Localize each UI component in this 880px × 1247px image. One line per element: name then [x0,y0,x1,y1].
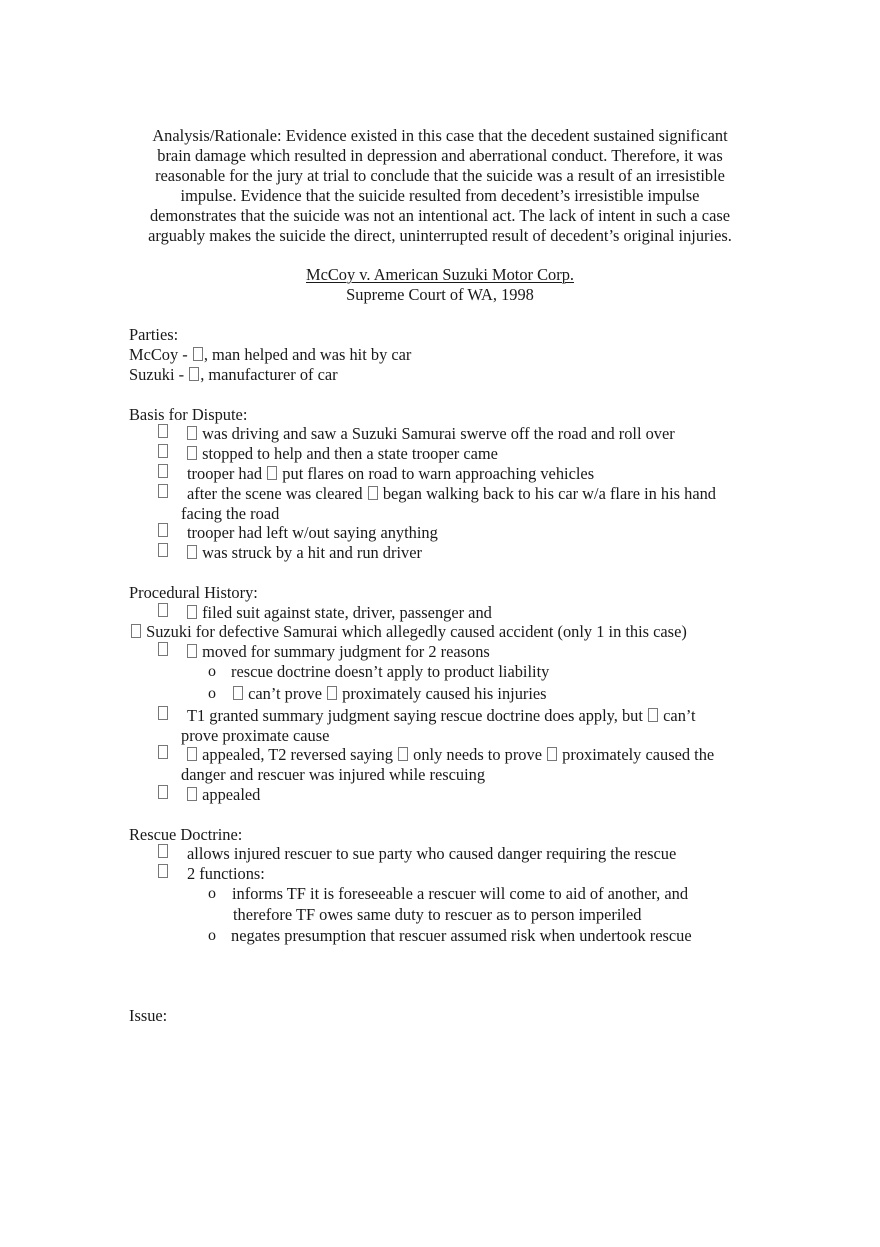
procedural-sub-b: can’t prove proximately caused his injuries [232,684,547,704]
basis-item-4-cont: facing the road [181,504,280,523]
case-court: Supreme Court of WA, 1998 [346,285,534,304]
procedural-item-1: filed suit against state, driver, passenger and [186,603,492,623]
basis-item-6: was struck by a hit and run driver [186,543,422,563]
basis-item-2: stopped to help and then a state trooper came [186,444,498,464]
rescue-sub-b: negates presumption that rescuer assumed risk when undertook rescue [231,926,692,945]
bullet-icon [157,745,167,765]
placeholder-glyph [193,347,203,361]
sub-bullet-marker: o [208,885,216,902]
bullet-icon [157,464,167,484]
basis-heading: Basis for Dispute: [129,405,248,424]
bullet-icon [157,785,167,805]
analysis-line-1: Analysis/Rationale: Evidence existed in this case that the decedent sustained significant [152,126,728,145]
bullet-icon [157,484,167,504]
bullet-icon [157,424,167,444]
procedural-item-4: appealed, T2 reversed saying only needs to prove proximately caused the [186,745,714,765]
party-mccoy: McCoy - , man helped and was hit by car [129,345,412,364]
procedural-item-3-cont: prove proximate cause [181,726,330,745]
bullet-icon [157,523,167,543]
case-title: McCoy v. American Suzuki Motor Corp. [306,265,574,284]
party-suzuki: Suzuki - , manufacturer of car [129,365,338,384]
procedural-item-3: T1 granted summary judgment saying rescue doctrine does apply, but can’t [187,706,696,725]
basis-item-1: was driving and saw a Suzuki Samurai swerve off the road and roll over [186,424,675,444]
basis-item-3: trooper had put flares on road to warn approaching vehicles [187,464,595,483]
procedural-item-1-cont: Suzuki for defective Samurai which allegedly caused accident (only 1 in this case) [130,622,687,642]
bullet-icon [157,706,167,726]
rescue-item-2: 2 functions: [187,864,265,883]
bullet-icon [157,642,167,662]
bullet-icon [157,864,167,884]
bullet-icon [157,543,167,563]
procedural-item-4-cont: danger and rescuer was injured while rescuing [181,765,486,784]
procedural-item-5: appealed [186,785,260,805]
parties-heading: Parties: [129,325,179,344]
rescue-sub-a-cont: therefore TF owes same duty to rescuer as to person imperiled [233,905,642,924]
sub-bullet-marker: o [208,927,216,944]
procedural-sub-a: rescue doctrine doesn’t apply to product liability [231,662,550,681]
rescue-heading: Rescue Doctrine: [129,825,243,844]
procedural-heading: Procedural History: [129,583,258,602]
case-title-row [0,265,880,285]
rescue-sub-a: informs TF it is foreseeable a rescuer will come to aid of another, and [232,884,689,903]
bullet-icon [157,844,167,864]
basis-item-4: after the scene was cleared began walking back to his car w/a flare in his hand [187,484,716,503]
analysis-line-5: demonstrates that the suicide was not an intentional act. The lack of intent in such a case [149,206,731,225]
analysis-line-3: reasonable for the jury at trial to conclude that the suicide was a result of an irresistible [155,166,725,185]
analysis-line-2: brain damage which resulted in depression and aberrational conduct. Therefore, it was [157,146,723,165]
bullet-icon [157,444,167,464]
basis-item-5: trooper had left w/out saying anything [187,523,438,542]
rescue-item-1: allows injured rescuer to sue party who caused danger requiring the rescue [187,844,677,863]
procedural-item-2: moved for summary judgment for 2 reasons [186,642,490,662]
placeholder-glyph [189,367,199,381]
analysis-line-6: arguably makes the suicide the direct, uninterrupted result of decedent’s original injuries. [148,226,732,245]
bullet-icon [157,603,167,623]
sub-bullet-marker: o [208,685,216,702]
issue-heading: Issue: [129,1006,168,1025]
analysis-line-4: impulse. Evidence that the suicide resulted from decedent’s irresistible impulse [180,186,700,205]
sub-bullet-marker: o [208,663,216,680]
